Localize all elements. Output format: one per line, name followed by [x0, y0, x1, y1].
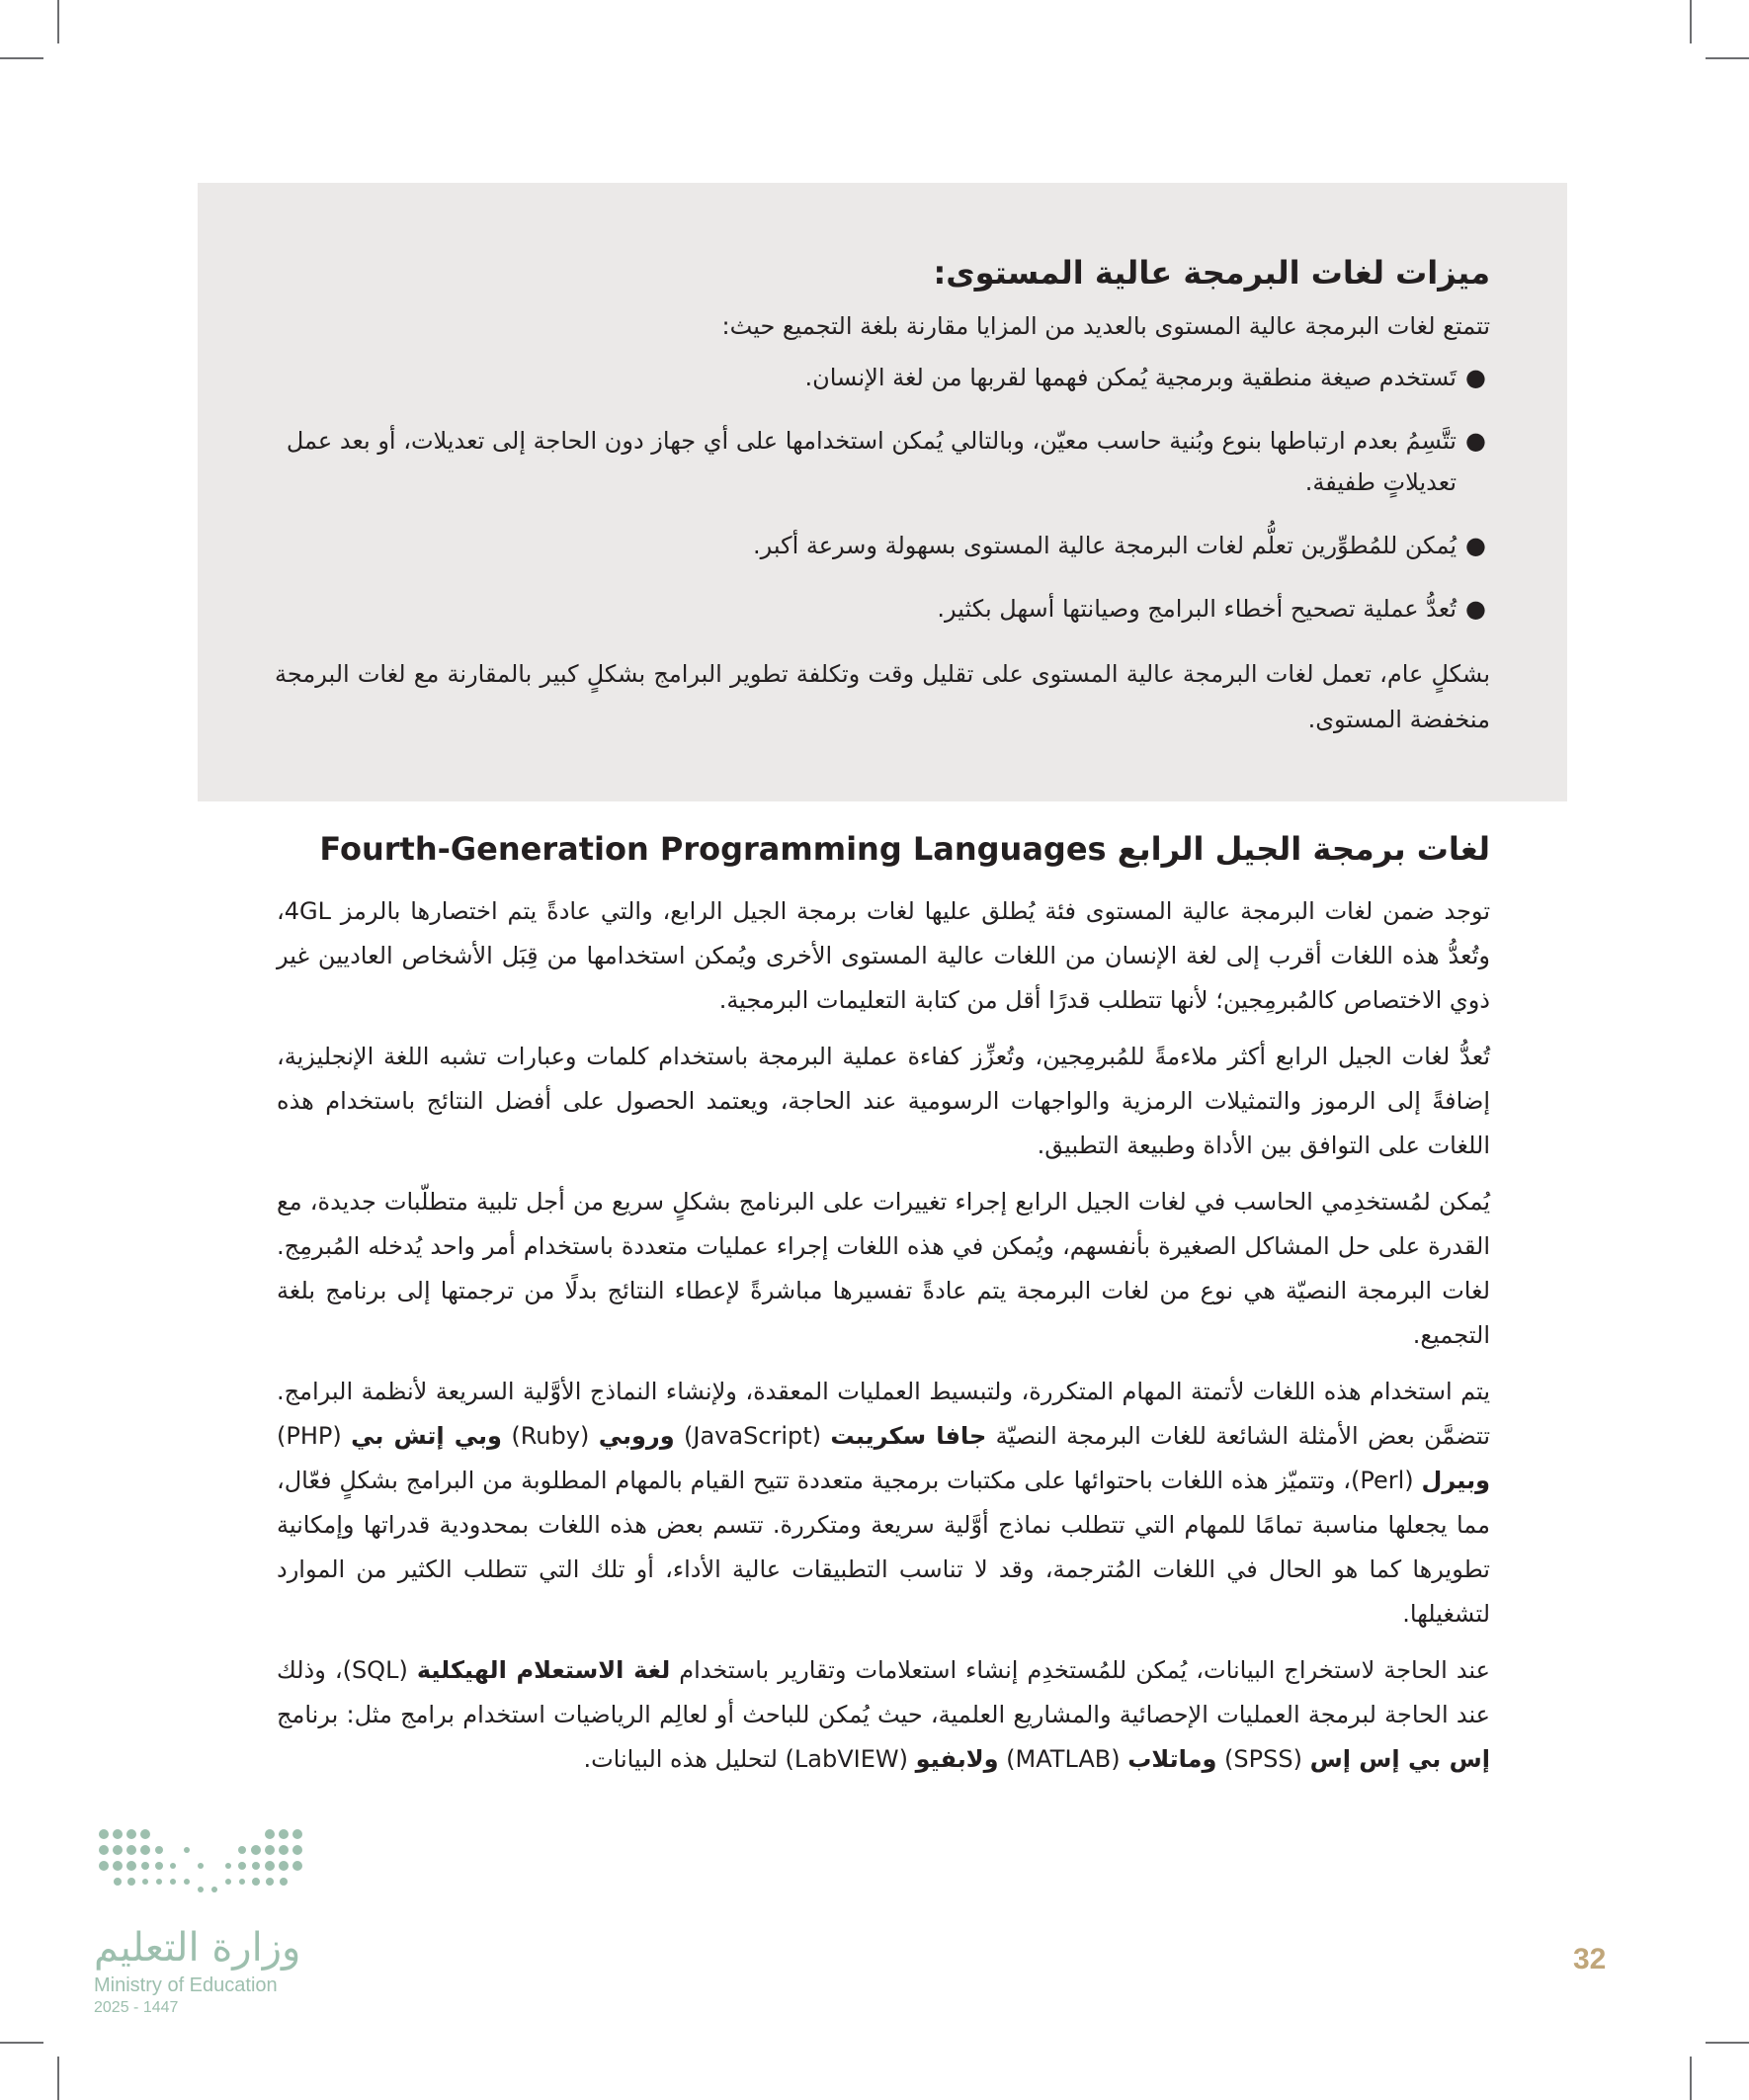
list-item-text: تَستخدم صيغة منطقية وبرمجية يُمكن فهمها لقربها من لغة الإنسان.	[804, 364, 1457, 391]
logo-year: 2025 - 1447	[94, 1999, 179, 2016]
box-intro: تتمتع لغات البرمجة عالية المستوى بالعديد من المزايا مقارنة بلغة التجميع حيث:	[721, 312, 1490, 340]
crop-mark	[57, 0, 59, 43]
crop-mark	[0, 57, 43, 59]
paragraph: يُمكن لمُستخدِمي الحاسب في لغات الجيل الرابع إجراء تغييرات على البرنامج بشكلٍ سريع من أجل تلبية متطلّبات جديدة، مع القدرة على حل المشاكل الصغيرة بأنفسهم، ويُمكن في هذه اللغات إجراء عمليات متعددة باستخدام أمر واحد يُدخله المُبرمِج. لغات البرمجة النصيّة هي نوع من لغات البرمجة يتم عادةً تفسيرها مباشرةً لإعطاء النتائج بدلًا من ترجمتها إلى برنامج بلغة التجميع.	[277, 1188, 1490, 1349]
bullet-icon: ●	[1465, 427, 1486, 455]
term-spss: إس بي إس إس	[1309, 1745, 1490, 1773]
crop-mark	[1706, 57, 1749, 59]
crop-mark	[1690, 0, 1692, 43]
text-run: يتم استخدام هذه اللغات لأتمتة المهام المتكررة، ولتبسيط العمليات المعقدة، ولإنشاء النماذج الأوَّلية السريعة لأنظمة البرامج. تتضمَّن بعض الأمثلة الشائعة للغات البرمجة النصيّة	[277, 1378, 1490, 1450]
paragraph: توجد ضمن لغات البرمجة عالية المستوى فئة يُطلق عليها لغات برمجة الجيل الرابع، والتي عادةً يتم اختصارها بالرمز 4GL، وتُعدُّ هذه اللغات أقرب إلى لغة الإنسان من اللغات عالية المستوى الأخرى ويُمكن استخدامها من قِبَل الأشخاص العاديين غير ذوي الاختصاص كالمُبرمِجين؛ لأنها تتطلب قدرًا أقل من كتابة التعليمات البرمجية.	[277, 897, 1490, 1014]
list-item-text: يُمكن للمُطوِّرين تعلُّم لغات البرمجة عالية المستوى بسهولة وسرعة أكبر.	[753, 532, 1457, 559]
list-item-text: تُعدُّ عملية تصحيح أخطاء البرامج وصيانتها أسهل بكثير.	[937, 595, 1457, 623]
term-php: وبي إتش بي	[351, 1422, 502, 1450]
section-title-en: Fourth-Generation Programming Languages	[319, 830, 1107, 868]
text-run: (Ruby)	[501, 1422, 599, 1450]
list-item	[275, 588, 1490, 630]
text-run: (JavaScript)	[674, 1422, 831, 1450]
text-run: (Perl)، وتتميّز هذه اللغات باحتوائها على مكتبات برمجية متعددة تتيح القيام بالمهام المطلوبة من البرامج بشكلٍ فعّال، مما يجعلها مناسبة تمامًا للمهام التي تتطلب نماذج أوَّلية سريعة ومتكررة. تتسم بعض هذه اللغات بمحدودية قدراتها وإمكانية تطويرها كما هو الحال في اللغات المُترجمة، وقد لا تناسب التطبيقات عالية الأداء، أو تلك التي تتطلب الكثير من الموارد لتشغيلها.	[277, 1467, 1490, 1628]
text-run: (SQL)، وذلك عند الحاجة لبرمجة العمليات الإحصائية والمشاريع العلمية، حيث يُمكن للباحث أو لعالِم الرياضيات استخدام برامج مثل: برنامج	[277, 1656, 1490, 1728]
text-run: (SPSS)	[1216, 1745, 1310, 1773]
text-run: (PHP)	[277, 1422, 352, 1450]
bullet-icon: ●	[1465, 364, 1486, 391]
list-item	[275, 525, 1490, 566]
main-content	[277, 826, 1490, 1794]
crop-mark	[57, 2057, 59, 2100]
box-closing: بشكلٍ عام، تعمل لغات البرمجة عالية المستوى على تقليل وقت وتكلفة تطوير البرامج بشكلٍ كبير بالمقارنة مع لغات البرمجة منخفضة المستوى.	[275, 660, 1490, 733]
term-javascript: جافا سكريبت	[830, 1422, 987, 1450]
bullet-icon: ●	[1465, 532, 1486, 559]
text-run: (LabVIEW) لتحليل هذه البيانات.	[583, 1745, 916, 1773]
features-box	[198, 183, 1567, 801]
logo-text-ar: وزارة التعليم	[94, 1925, 301, 1971]
text-run: (MATLAB)	[998, 1745, 1128, 1773]
paragraph: تُعدُّ لغات الجيل الرابع أكثر ملاءمةً للمُبرمِجين، وتُعزِّز كفاءة عملية البرمجة باستخدام كلمات وعبارات تشبه اللغة الإنجليزية، إضافةً إلى الرموز والتمثيلات الرمزية والواجهات الرسومية عند الحاجة، ويعتمد الحصول على أفضل النتائج باستخدام هذه اللغات على التوافق بين الأداة وطبيعة التطبيق.	[277, 1043, 1490, 1159]
bullet-icon: ●	[1465, 595, 1486, 623]
crop-mark	[0, 2042, 43, 2044]
section-title-ar: لغات برمجة الجيل الرابع	[1117, 830, 1490, 868]
paragraph	[277, 1370, 1490, 1637]
term-matlab: وماتلاب	[1127, 1745, 1217, 1773]
section-title	[277, 826, 1490, 872]
crop-mark	[1690, 2057, 1692, 2100]
logo-dots-icon	[94, 1824, 311, 1901]
term-ruby: وروبي	[598, 1422, 675, 1450]
term-sql: لغة الاستعلام الهيكلية	[416, 1656, 671, 1684]
paragraph	[277, 1648, 1490, 1782]
logo-text-en: Ministry of Education	[94, 1974, 278, 1996]
box-title: ميزات لغات البرمجة عالية المستوى:	[933, 254, 1490, 292]
text-run: عند الحاجة لاستخراج البيانات، يُمكن للمُستخدِم إنشاء استعلامات وتقارير باستخدام	[670, 1656, 1490, 1684]
features-list	[275, 357, 1490, 630]
page-number: 32	[1573, 1943, 1607, 1975]
list-item	[275, 357, 1490, 398]
crop-mark	[1706, 2042, 1749, 2044]
ministry-logo	[94, 1824, 331, 2017]
list-item-text: تتَّسِمُ بعدم ارتباطها بنوع وبُنية حاسب معيّن، وبالتالي يُمكن استخدامها على أي جهاز دون الحاجة إلى تعديلات، أو بعد عمل تعديلاتٍ طفيفة.	[286, 427, 1457, 496]
term-perl: وبيرل	[1421, 1467, 1490, 1494]
term-labview: ولابفيو	[915, 1745, 999, 1773]
list-item	[275, 420, 1490, 503]
